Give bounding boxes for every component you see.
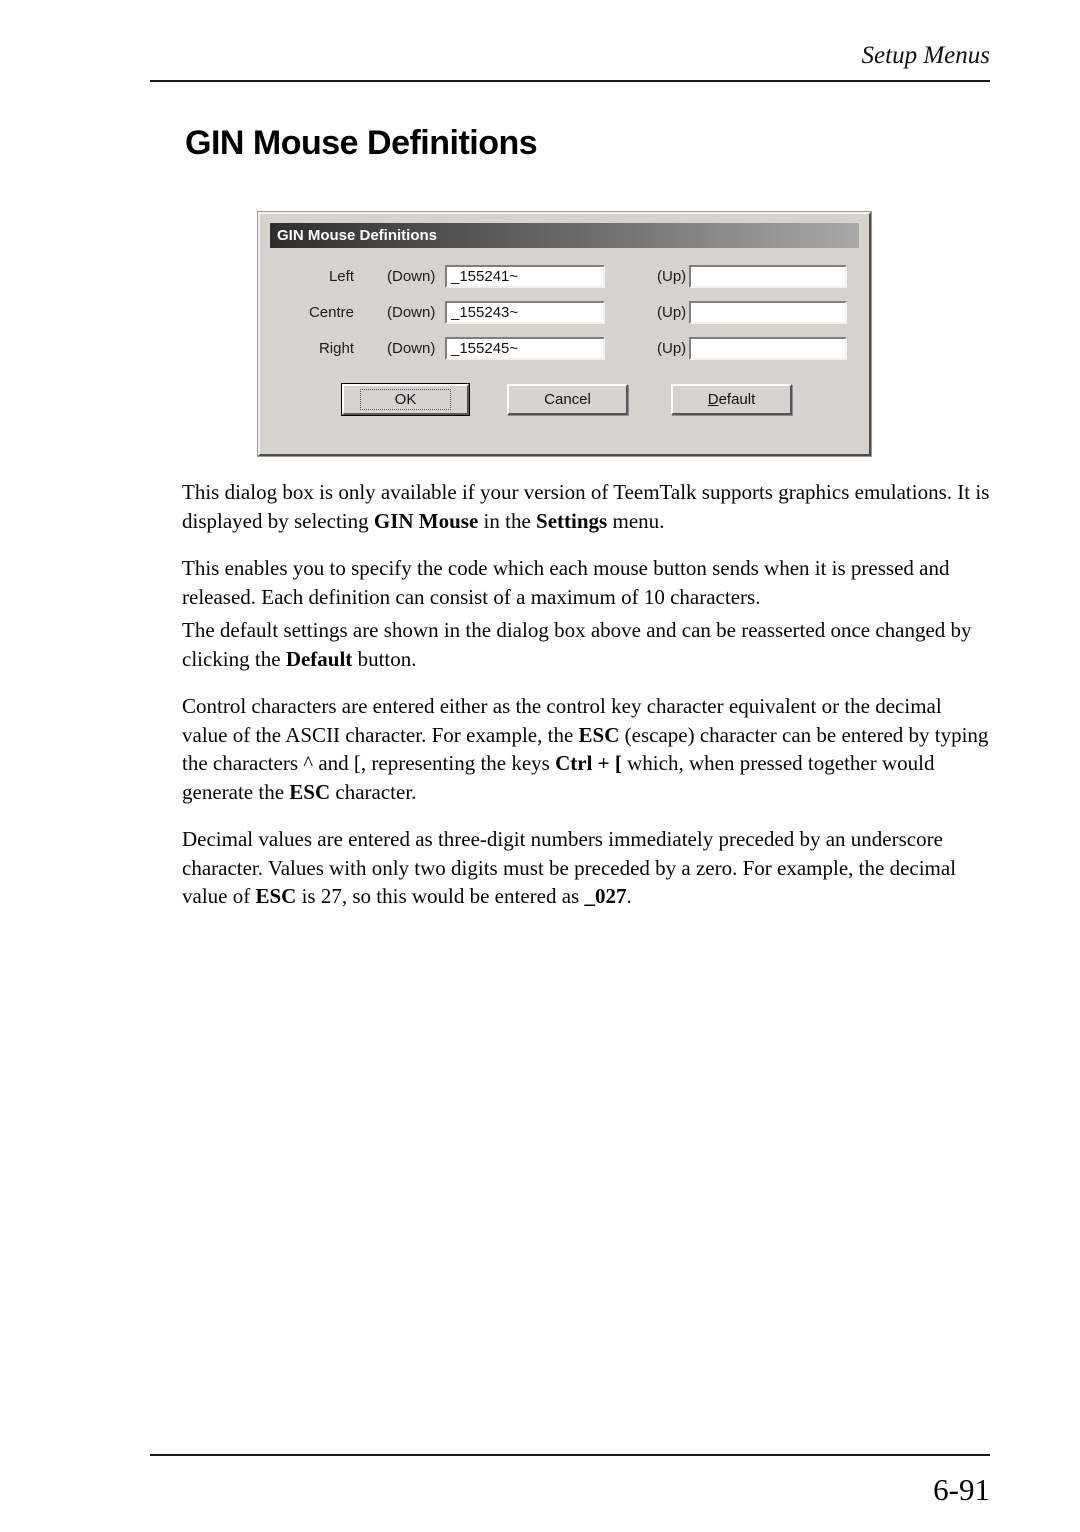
row-right-label: Right xyxy=(318,339,354,357)
row-right-up-label: (Up) xyxy=(657,339,687,357)
paragraph: Control characters are entered either as the control key character equivalent or the decimal value of the ASCII character. For example, the ESC (escape) character can be entered by typing the characters ^ and [, representing the keys Ctrl + [ which, when pressed together would generate the ESC character. xyxy=(182,694,989,804)
body-text xyxy=(182,478,990,930)
dialog-titlebar xyxy=(270,223,859,248)
row-centre-up-label: (Up) xyxy=(657,303,687,321)
ok-button-label: OK xyxy=(360,389,452,410)
row-left-up-label: (Up) xyxy=(657,267,687,285)
page-title: GIN Mouse Definitions xyxy=(185,124,538,162)
left-down-input[interactable] xyxy=(445,265,605,288)
right-up-input[interactable] xyxy=(689,337,847,360)
row-left-label: Left xyxy=(328,267,354,285)
section-title: Setup Menus xyxy=(861,42,990,69)
row-centre-down-label: (Down) xyxy=(387,303,436,321)
ok-button[interactable] xyxy=(342,384,469,415)
paragraph: This dialog box is only available if your version of TeemTalk supports graphics emulations. It is displayed by selecting GIN Mouse in the Settings menu. xyxy=(182,480,990,533)
default-button-label: Default xyxy=(707,391,756,408)
gin-mouse-dialog xyxy=(258,212,871,456)
paragraph: Decimal values are entered as three-digit numbers immediately preceded by an underscore character. Values with only two digits must be preceded by a zero. For example, the decimal value of ESC is 27, so this would be entered as _027. xyxy=(182,827,957,908)
page-footer xyxy=(150,1454,990,1508)
paragraph: This enables you to specify the code which each mouse button sends when it is pressed and released. Each definition can consist of a maximum of 10 characters. xyxy=(182,556,950,609)
page-number: 6-91 xyxy=(933,1472,990,1507)
dialog-button-row xyxy=(270,384,859,415)
header-rule xyxy=(150,80,990,82)
row-right xyxy=(270,336,859,360)
cancel-button[interactable] xyxy=(507,384,628,415)
left-up-input[interactable] xyxy=(689,265,847,288)
running-header xyxy=(150,42,990,82)
row-left-down-label: (Down) xyxy=(387,267,436,285)
right-down-input[interactable] xyxy=(445,337,605,360)
row-centre-label: Centre xyxy=(308,303,354,321)
default-button[interactable] xyxy=(671,384,792,415)
cancel-button-label: Cancel xyxy=(544,391,591,408)
centre-up-input[interactable] xyxy=(689,301,847,324)
row-centre xyxy=(270,300,859,324)
dialog-title: GIN Mouse Definitions xyxy=(277,227,438,244)
centre-down-input[interactable] xyxy=(445,301,605,324)
footer-rule xyxy=(150,1454,990,1456)
paragraph: The default settings are shown in the dialog box above and can be reasserted once changed by clicking the Default button. xyxy=(182,618,972,671)
row-right-down-label: (Down) xyxy=(387,339,436,357)
row-left xyxy=(270,264,859,288)
